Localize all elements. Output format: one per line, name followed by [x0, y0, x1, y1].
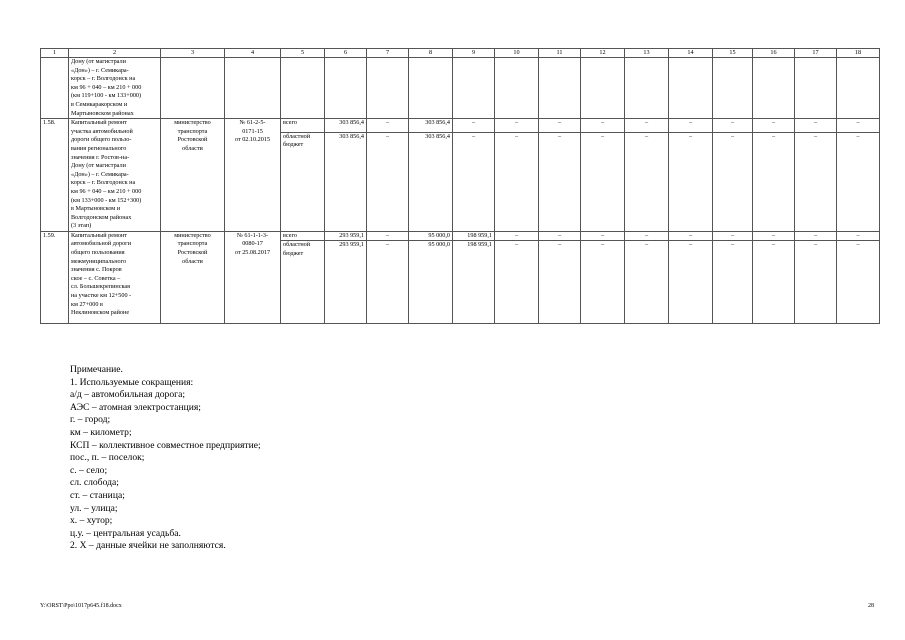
cell-line: ское – с. Советка – — [71, 274, 121, 282]
row-number: 1.58. — [41, 119, 69, 232]
column-header: 16 — [753, 49, 795, 58]
abbreviation-item: сл. слобода; — [70, 477, 119, 489]
cell-line: межмуниципального — [71, 257, 127, 265]
cell-line: Неклиновском районе — [71, 309, 130, 317]
value-cell: – — [539, 231, 581, 241]
cell-line: Дону (от магистрали — [71, 162, 126, 170]
value-cell: – — [837, 241, 880, 324]
cell-line: Волгодонском районах — [71, 213, 132, 221]
table-cell — [495, 58, 539, 119]
cell-line: от 25.08.2017 — [234, 249, 271, 257]
cell-line: значения г. Ростов-на- — [71, 153, 130, 161]
table-cell — [409, 58, 453, 119]
value-cell: – — [453, 132, 495, 231]
cell-line: на участке км 12+500 - — [71, 292, 132, 300]
column-header: 18 — [837, 49, 880, 58]
table-cell — [453, 58, 495, 119]
cell-line: 0171-15 — [242, 127, 263, 135]
value-cell: – — [367, 241, 409, 324]
cell-line: «Дон») – г. Семикара- — [71, 170, 129, 178]
document-cell — [225, 231, 281, 324]
value-cell: – — [669, 132, 713, 231]
column-header: 8 — [409, 49, 453, 58]
customer-cell — [161, 119, 225, 232]
table-cell — [713, 58, 753, 119]
value-cell: – — [495, 241, 539, 324]
abbreviation-item: км – километр; — [70, 426, 132, 438]
value-cell: – — [495, 119, 539, 133]
value-cell: – — [713, 231, 753, 241]
table-cell — [625, 58, 669, 119]
abbreviation-item: ст. – станица; — [70, 489, 125, 501]
value-cell: – — [669, 119, 713, 133]
value-cell: 95 000,0 — [409, 241, 453, 324]
cell-line: Капитальный ремонт — [71, 231, 128, 239]
cell-line: автомобильной дороги — [71, 240, 132, 248]
cell-line: вания регионального — [71, 144, 127, 152]
value-cell: – — [367, 231, 409, 241]
header-row — [41, 49, 880, 58]
cell-line: значения с. Покров — [71, 266, 122, 274]
table-cell — [41, 58, 69, 119]
notes-item-1: 1. Используемые сокращения: — [70, 376, 194, 388]
table-cell — [325, 58, 367, 119]
cell-line: Ростовской — [177, 249, 208, 257]
data-table — [40, 48, 880, 324]
document-cell — [225, 119, 281, 232]
cell-line: (3 этап) — [71, 222, 92, 230]
value-cell: 293 959,1 — [325, 231, 367, 241]
column-header: 10 — [495, 49, 539, 58]
value-cell: – — [837, 132, 880, 231]
column-header: 15 — [713, 49, 753, 58]
value-cell: – — [625, 241, 669, 324]
column-header: 3 — [161, 49, 225, 58]
cell-line: министерство — [174, 119, 211, 127]
cell-line: км 96 + 040 – км 210 + 000 — [71, 187, 142, 195]
value-cell: 293 959,1 — [325, 241, 367, 324]
cell-line: Ростовской — [177, 136, 208, 144]
cell-line: транспорта — [177, 127, 208, 135]
value-cell: – — [581, 119, 625, 133]
table-row — [41, 119, 880, 133]
value-cell: – — [495, 231, 539, 241]
table-cell — [539, 58, 581, 119]
table-cell — [367, 58, 409, 119]
cell-line: сл. Большекрепинская — [71, 283, 130, 291]
value-cell: – — [753, 119, 795, 133]
value-cell: 303 856,4 — [325, 132, 367, 231]
table-cell — [753, 58, 795, 119]
value-cell: – — [795, 132, 837, 231]
abbreviation-item: пос., п. – поселок; — [70, 452, 145, 464]
value-cell: – — [625, 119, 669, 133]
abbreviation-item: ц.у. – центральная усадьба. — [70, 527, 181, 539]
value-cell: – — [837, 231, 880, 241]
cell-line: министерство — [174, 231, 211, 239]
value-cell: – — [795, 241, 837, 324]
cell-line: № 61-1-1-3- — [236, 231, 269, 239]
table-cell — [161, 58, 225, 119]
abbreviation-list — [70, 389, 261, 540]
value-cell: – — [753, 231, 795, 241]
column-header: 12 — [581, 49, 625, 58]
column-header: 2 — [69, 49, 161, 58]
object-name-cell — [69, 231, 161, 324]
column-header: 11 — [539, 49, 581, 58]
customer-cell — [161, 231, 225, 324]
abbreviation-item: с. – село; — [70, 464, 108, 476]
abbreviation-item: АЭС – атомная электростанция; — [70, 401, 201, 413]
value-cell: – — [713, 132, 753, 231]
value-cell: – — [625, 132, 669, 231]
funding-source: всего — [281, 119, 325, 133]
column-header: 6 — [325, 49, 367, 58]
value-cell: – — [713, 241, 753, 324]
value-cell: – — [539, 241, 581, 324]
cell-line: км 96 + 040 – км 210 + 000 — [71, 83, 142, 91]
cell-line: дороги общего пользо- — [71, 136, 132, 144]
cell-line: в Семикаракорском и — [71, 100, 128, 108]
file-path: Y:\ORST\Ppo\1017p645.f18.docx — [40, 603, 122, 609]
table-cell — [795, 58, 837, 119]
table-cell — [837, 58, 880, 119]
value-cell: – — [795, 119, 837, 133]
column-header: 4 — [225, 49, 281, 58]
cell-line: км 27+000 в — [71, 300, 103, 308]
cell-line: Дону (от магистрали — [71, 58, 126, 65]
column-header: 17 — [795, 49, 837, 58]
funding-source: областной бюджет — [281, 132, 325, 231]
value-cell: 198 959,1 — [453, 231, 495, 241]
cell-line: корск – г. Волгодонск на — [71, 179, 136, 187]
value-cell: – — [669, 231, 713, 241]
cell-line: (км 133+000 - км 152+300) — [71, 196, 142, 204]
cell-line: области — [182, 257, 203, 265]
value-cell: 198 959,1 — [453, 241, 495, 324]
value-cell: – — [539, 119, 581, 133]
table-row — [41, 58, 880, 119]
value-cell: – — [753, 241, 795, 324]
page-number: 28 — [868, 603, 874, 609]
table-cell — [225, 58, 281, 119]
column-header: 7 — [367, 49, 409, 58]
cell-line: общего пользования — [71, 249, 125, 257]
cell-line: от 02.10.2015 — [234, 136, 271, 144]
cell-line: в Мартыновском и — [71, 205, 121, 213]
object-name-cell — [69, 58, 161, 119]
funding-source: областной бюджет — [281, 241, 325, 324]
abbreviation-item: г. – город; — [70, 414, 111, 426]
column-header: 5 — [281, 49, 325, 58]
cell-line: № 61-2-5- — [239, 119, 266, 127]
cell-line: (км 119+100 - км 133+000) — [71, 92, 142, 100]
column-header: 9 — [453, 49, 495, 58]
column-header: 13 — [625, 49, 669, 58]
value-cell: 95 000,0 — [409, 231, 453, 241]
cell-line: корск – г. Волгодонск на — [71, 75, 136, 83]
funding-source: всего — [281, 231, 325, 241]
value-cell: – — [837, 119, 880, 133]
cell-line: области — [182, 144, 203, 152]
value-cell: – — [367, 119, 409, 133]
value-cell: – — [795, 231, 837, 241]
column-header: 14 — [669, 49, 713, 58]
abbreviation-item: х. – хутор; — [70, 515, 113, 527]
table-cell — [669, 58, 713, 119]
value-cell: – — [625, 231, 669, 241]
abbreviation-item: КСП – коллективное совместное предприятие; — [70, 439, 261, 451]
value-cell: – — [581, 241, 625, 324]
notes-item-2: 2. Х – данные ячейки не заполняются. — [70, 540, 226, 552]
object-name-cell — [69, 119, 161, 232]
value-cell: 303 856,4 — [409, 132, 453, 231]
value-cell: – — [453, 119, 495, 133]
table-row — [41, 231, 880, 241]
cell-line: «Дон») – г. Семикара- — [71, 66, 129, 74]
value-cell: – — [495, 132, 539, 231]
abbreviation-item: ул. – улица; — [70, 502, 118, 514]
value-cell: – — [753, 132, 795, 231]
cell-line: участка автомобильной — [71, 127, 133, 135]
table-cell — [581, 58, 625, 119]
value-cell: – — [539, 132, 581, 231]
column-header: 1 — [41, 49, 69, 58]
cell-line: транспорта — [177, 240, 208, 248]
table-cell — [281, 58, 325, 119]
cell-line: Капитальный ремонт — [71, 119, 128, 127]
value-cell: 303 856,4 — [409, 119, 453, 133]
cell-line: Мартыновском районах — [71, 109, 134, 117]
value-cell: – — [581, 132, 625, 231]
value-cell: – — [669, 241, 713, 324]
notes-section — [70, 364, 261, 553]
notes-title: Примечание. — [70, 364, 123, 375]
abbreviation-item: а/д – автомобильная дорога; — [70, 389, 186, 401]
cell-line: 0080-17 — [242, 240, 263, 248]
value-cell: – — [581, 231, 625, 241]
value-cell: – — [713, 119, 753, 133]
value-cell: 303 856,4 — [325, 119, 367, 133]
row-number: 1.59. — [41, 231, 69, 324]
value-cell: – — [367, 132, 409, 231]
